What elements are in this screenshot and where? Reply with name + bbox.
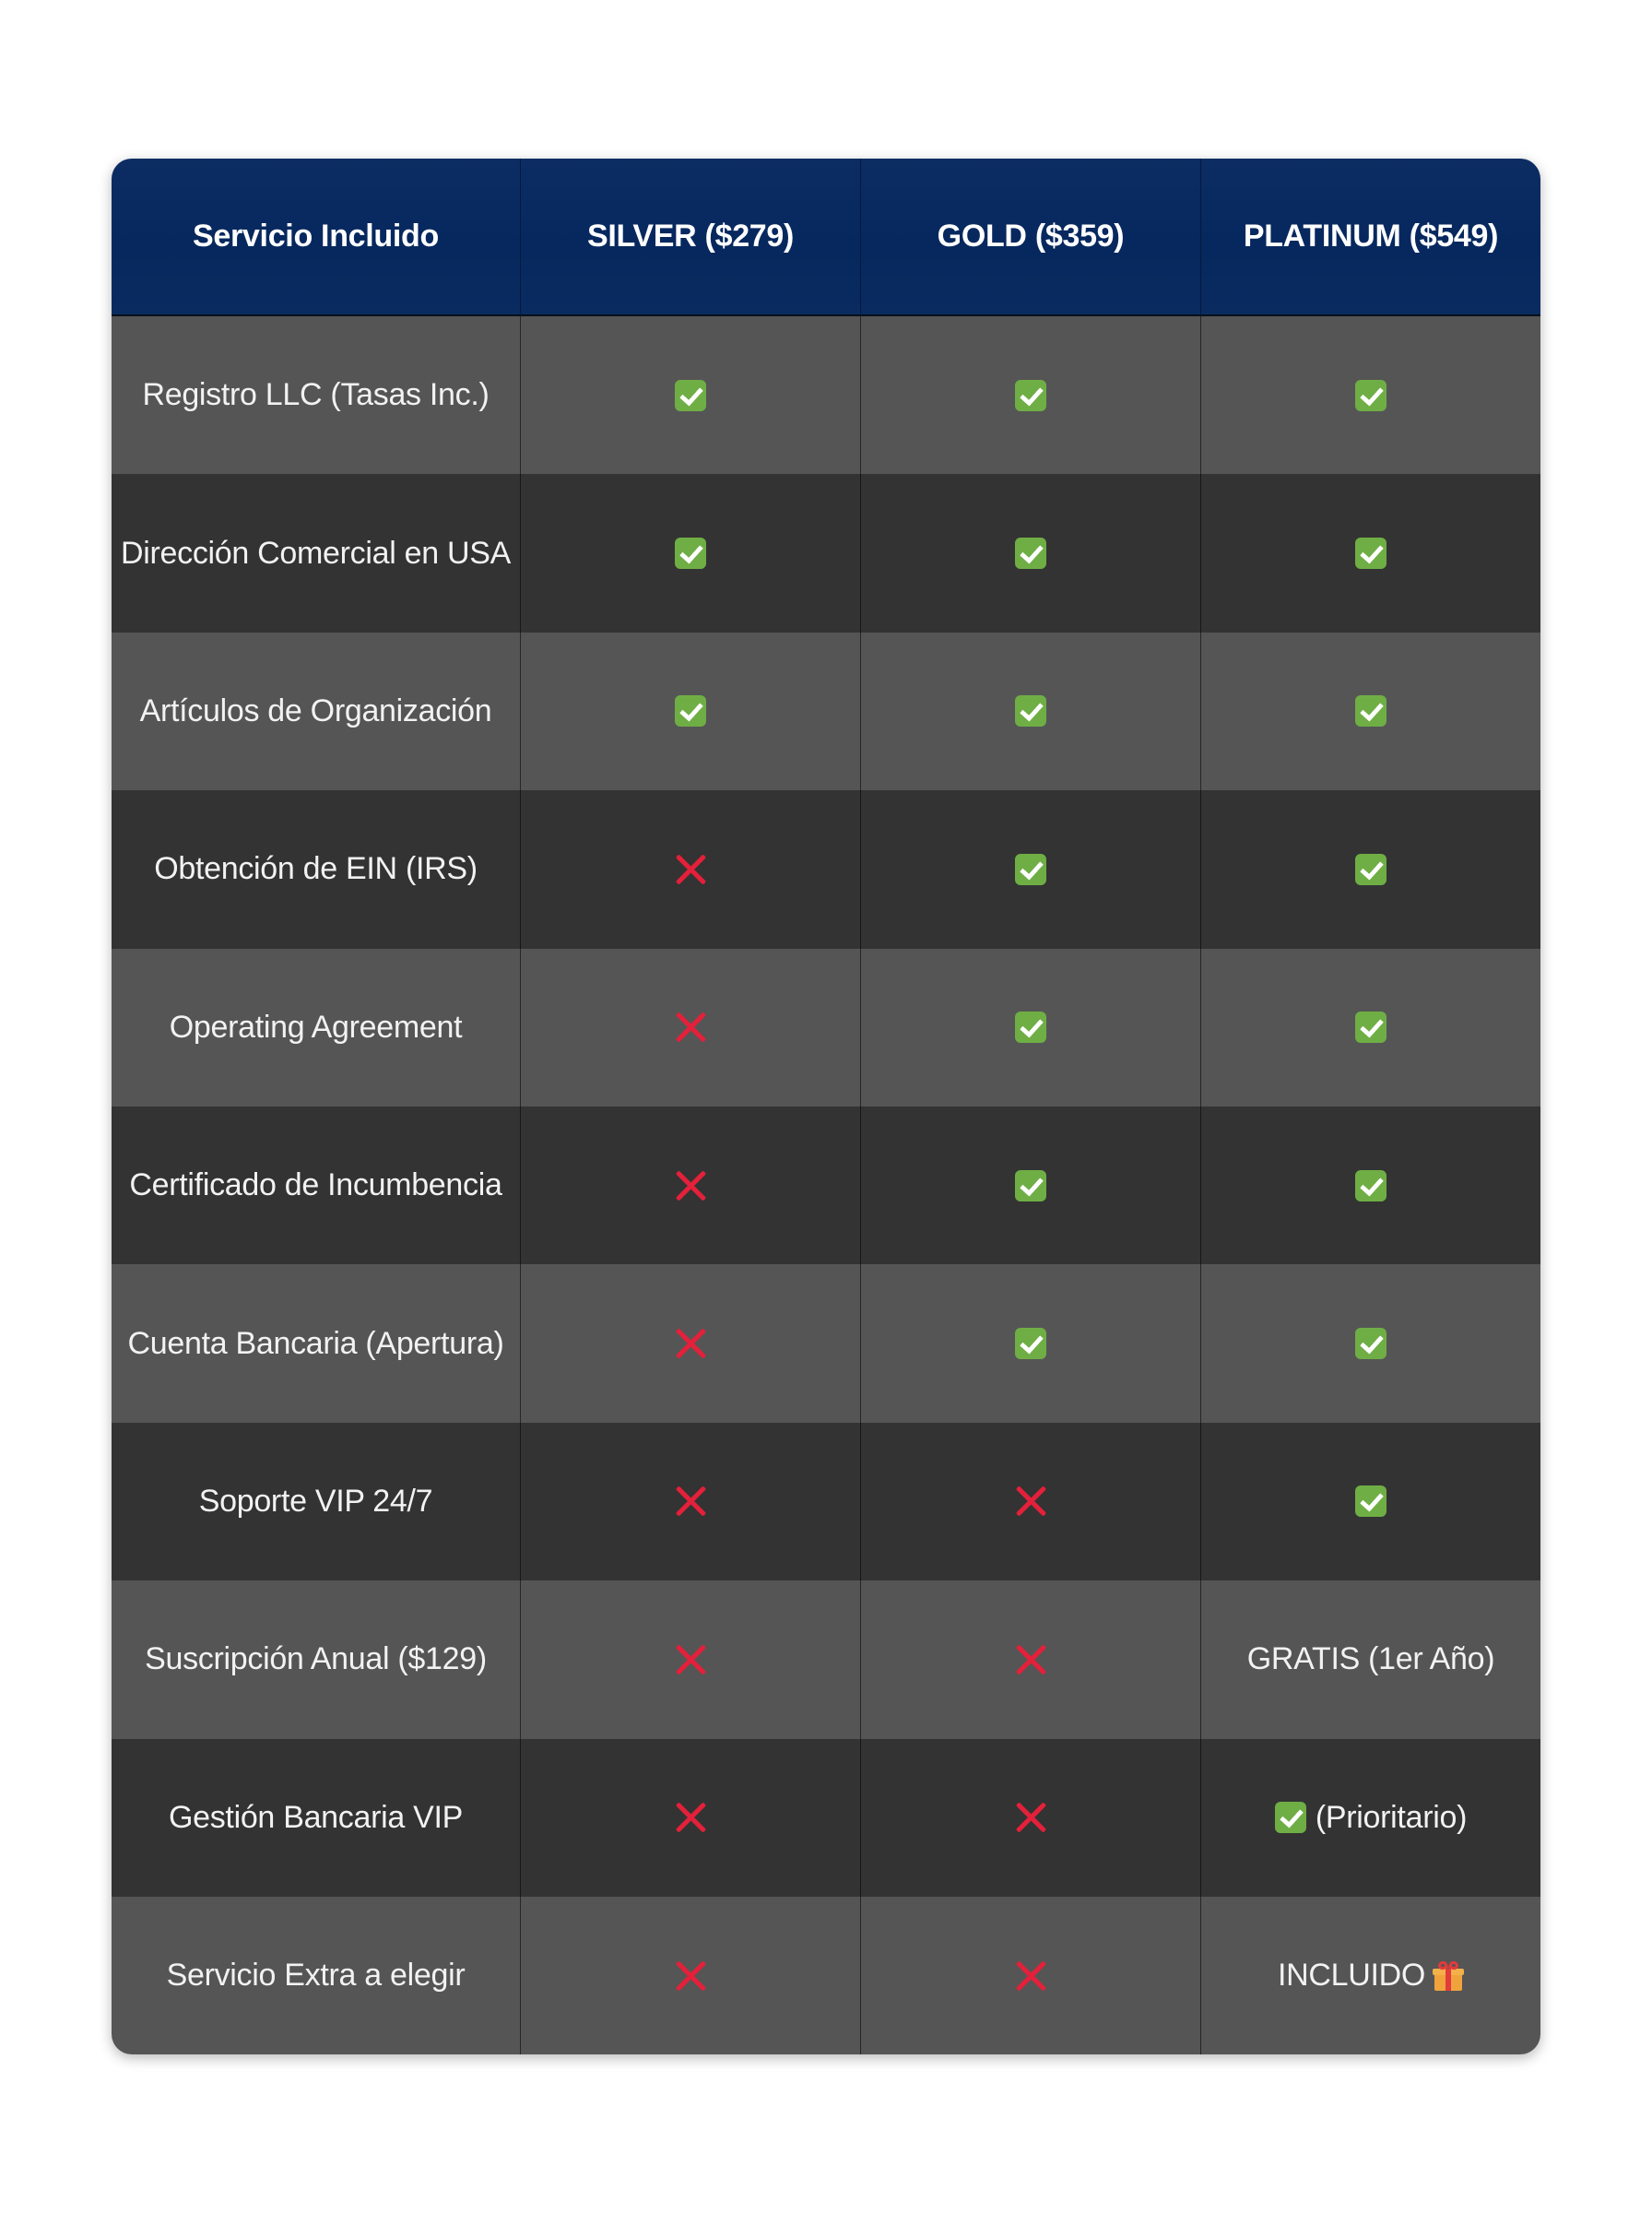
silver-cell [521, 633, 861, 790]
header-gold: GOLD ($359) [861, 159, 1201, 316]
platinum-cell [1201, 1580, 1540, 1738]
check-mark-icon [1355, 380, 1386, 411]
check-mark-icon [1015, 380, 1046, 411]
gold-cell [861, 1897, 1201, 2054]
service-name-cell: Operating Agreement [112, 949, 521, 1106]
check-mark-icon [1015, 1170, 1046, 1201]
check-mark-icon [1355, 538, 1386, 569]
check-mark-icon [1015, 538, 1046, 569]
platinum-cell [1201, 316, 1540, 474]
check-mark-icon [675, 380, 706, 411]
platinum-cell [1201, 949, 1540, 1106]
platinum-text: INCLUIDO [1277, 1958, 1426, 1994]
platinum-cell [1201, 1739, 1540, 1897]
check-mark-icon [1275, 1802, 1306, 1833]
service-name-cell: Soporte VIP 24/7 [112, 1423, 521, 1580]
silver-cell [521, 316, 861, 474]
cross-mark-icon [1013, 1800, 1048, 1835]
cross-mark-icon [673, 852, 708, 887]
cross-mark-icon [673, 1010, 708, 1045]
gold-cell [861, 1106, 1201, 1264]
cross-mark-icon [1013, 1642, 1048, 1677]
gold-cell [861, 1264, 1201, 1422]
silver-cell [521, 1897, 861, 2054]
check-mark-icon [1015, 695, 1046, 727]
gift-icon [1433, 1961, 1464, 1991]
check-mark-icon [675, 538, 706, 569]
cross-mark-icon [673, 1484, 708, 1519]
service-name-cell: Artículos de Organización [112, 633, 521, 790]
silver-cell [521, 1739, 861, 1897]
gold-cell [861, 1580, 1201, 1738]
platinum-cell [1201, 1897, 1540, 2054]
service-name-cell: Dirección Comercial en USA [112, 474, 521, 632]
header-platinum: PLATINUM ($549) [1201, 159, 1540, 316]
silver-cell [521, 1106, 861, 1264]
cross-mark-icon [673, 1168, 708, 1203]
gold-cell [861, 790, 1201, 948]
silver-cell [521, 1423, 861, 1580]
platinum-note: (Prioritario) [1315, 1799, 1468, 1835]
silver-cell [521, 474, 861, 632]
platinum-cell [1201, 474, 1540, 632]
gold-cell [861, 633, 1201, 790]
cross-mark-icon [1013, 1484, 1048, 1519]
check-mark-icon [1355, 1485, 1386, 1517]
silver-cell [521, 1580, 861, 1738]
silver-cell [521, 949, 861, 1106]
gold-cell [861, 949, 1201, 1106]
check-mark-icon [1355, 1328, 1386, 1359]
check-mark-icon [1015, 854, 1046, 885]
gold-cell [861, 474, 1201, 632]
check-mark-icon [1355, 1012, 1386, 1043]
cross-mark-icon [673, 1642, 708, 1677]
cross-mark-icon [1013, 1959, 1048, 1994]
silver-cell [521, 790, 861, 948]
cross-mark-icon [673, 1326, 708, 1361]
header-service: Servicio Incluido [112, 159, 521, 316]
service-name-cell: Obtención de EIN (IRS) [112, 790, 521, 948]
check-mark-icon [1355, 695, 1386, 727]
gold-cell [861, 1739, 1201, 1897]
gold-cell [861, 316, 1201, 474]
check-mark-icon [675, 695, 706, 727]
service-name-cell: Registro LLC (Tasas Inc.) [112, 316, 521, 474]
check-mark-icon [1355, 854, 1386, 885]
service-name-cell: Servicio Extra a elegir [112, 1897, 521, 2054]
comparison-grid [112, 159, 1540, 2054]
platinum-cell [1201, 790, 1540, 948]
service-name-cell: Suscripción Anual ($129) [112, 1580, 521, 1738]
platinum-cell [1201, 633, 1540, 790]
service-name-cell: Gestión Bancaria VIP [112, 1739, 521, 1897]
pricing-comparison-table [112, 159, 1540, 2054]
silver-cell [521, 1264, 861, 1422]
cross-mark-icon [673, 1800, 708, 1835]
platinum-cell [1201, 1106, 1540, 1264]
cross-mark-icon [673, 1959, 708, 1994]
header-silver: SILVER ($279) [521, 159, 861, 316]
platinum-cell [1201, 1423, 1540, 1580]
platinum-cell [1201, 1264, 1540, 1422]
gold-cell [861, 1423, 1201, 1580]
service-name-cell: Certificado de Incumbencia [112, 1106, 521, 1264]
service-name-cell: Cuenta Bancaria (Apertura) [112, 1264, 521, 1422]
platinum-text: GRATIS (1er Año) [1246, 1641, 1495, 1677]
check-mark-icon [1015, 1328, 1046, 1359]
check-mark-icon [1355, 1170, 1386, 1201]
check-mark-icon [1015, 1012, 1046, 1043]
